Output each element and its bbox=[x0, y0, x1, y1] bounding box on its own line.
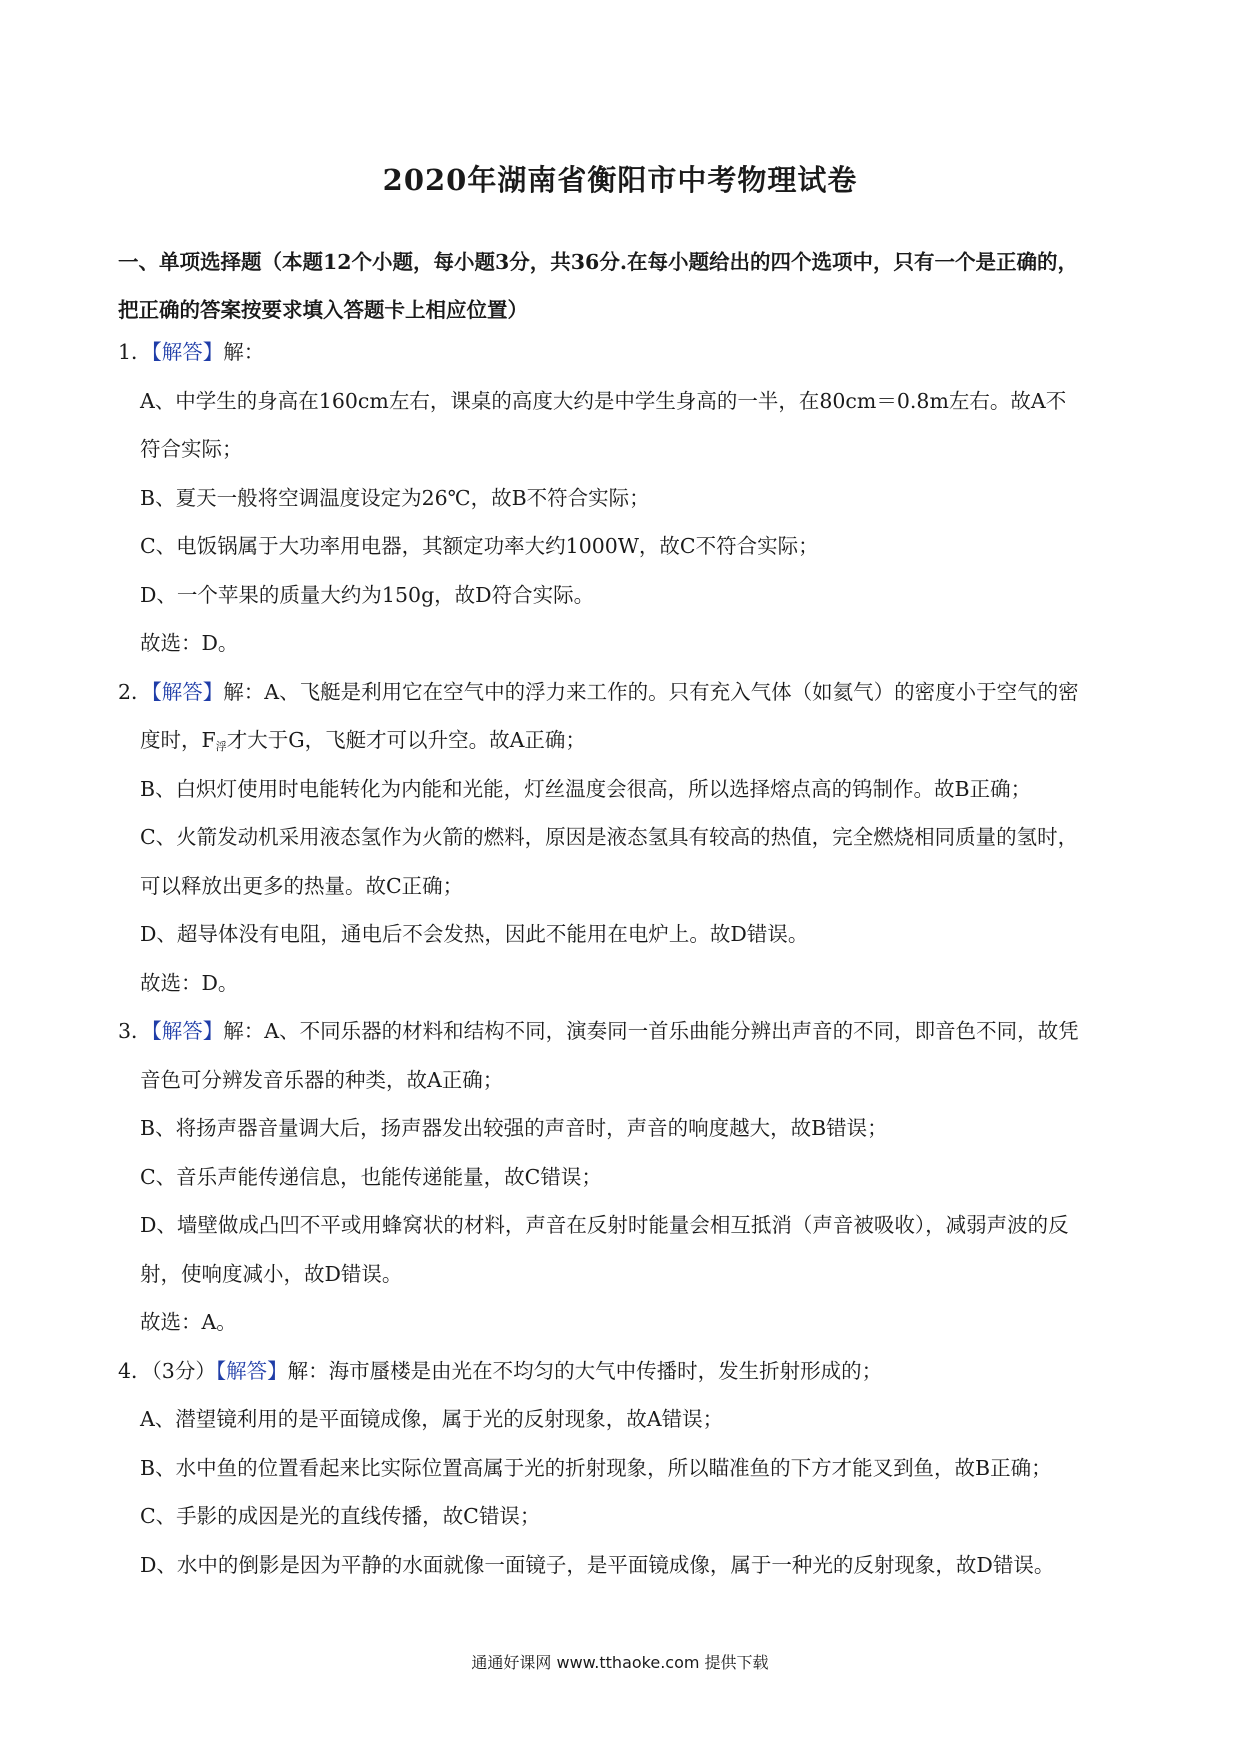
option-d: D、超导体没有电阻，通电后不会发热，因此不能用在电炉上。故D错误。 bbox=[140, 922, 809, 946]
section-heading-line1: 一、单项选择题（本题12个小题，每小题3分，共36分.在每小题给出的四个选项中，只有一个是正确的， bbox=[118, 250, 1078, 274]
section-heading-line2: 把正确的答案按要求填入答题卡上相应位置） bbox=[118, 298, 528, 322]
question-4-header bbox=[118, 1356, 882, 1386]
option-c: C、手影的成因是光的直线传播，故C错误； bbox=[140, 1504, 541, 1528]
text-fragment: 才大于G，飞艇才可以升空。故A正确； bbox=[226, 728, 586, 752]
answer-tag: 【解答】 bbox=[151, 1019, 224, 1043]
option-b: B、将扬声器音量调大后，扬声器发出较强的声音时，声音的响度越大，故B错误； bbox=[140, 1116, 888, 1140]
option-b: B、水中鱼的位置看起来比实际位置高属于光的折射现象，所以瞄准鱼的下方才能叉到鱼，故B正确； bbox=[140, 1456, 1052, 1480]
option-c-line2: 可以释放出更多的热量。故C正确； bbox=[140, 874, 464, 898]
question-text: 解： bbox=[223, 340, 265, 364]
page-title: 2020年湖南省衡阳市中考物理试卷 bbox=[382, 163, 858, 197]
option-d: D、一个苹果的质量大约为150g，故D符合实际。 bbox=[140, 583, 595, 607]
question-3-header bbox=[118, 1016, 1079, 1046]
question-text: 解：A、飞艇是利用它在空气中的浮力来工作的。只有充入气体（如氦气）的密度小于空气的密 bbox=[223, 680, 1079, 704]
question-text: 解：海市蜃楼是由光在不均匀的大气中传播时，发生折射形成的； bbox=[287, 1359, 883, 1383]
option-a-line1: A、中学生的身高在160cm左右，课桌的高度大约是中学生身高的一半，在80cm＝0.8m左右。故A不 bbox=[140, 389, 1067, 413]
option-d: D、水中的倒影是因为平静的水面就像一面镜子，是平面镜成像，属于一种光的反射现象，故D错误。 bbox=[140, 1553, 1055, 1577]
option-b: B、夏天一般将空调温度设定为26℃，故B不符合实际； bbox=[140, 486, 650, 510]
question-number: 3． bbox=[118, 1019, 152, 1043]
option-a-line2: 音色可分辨发音乐器的种类，故A正确； bbox=[140, 1068, 504, 1092]
option-a: A、潜望镜利用的是平面镜成像，属于光的反射现象，故A错误； bbox=[140, 1407, 724, 1431]
question-score: （3分） bbox=[151, 1359, 216, 1383]
question-number: 4． bbox=[118, 1359, 152, 1383]
question-number: 1． bbox=[118, 340, 152, 364]
option-d-line2: 射，使响度减小，故D错误。 bbox=[140, 1262, 403, 1286]
question-text: 解：A、不同乐器的材料和结构不同，演奏同一首乐曲能分辨出声音的不同，即音色不同，故凭 bbox=[223, 1019, 1079, 1043]
subscript: 浮 bbox=[215, 740, 227, 753]
answer-choice: 故选：A。 bbox=[140, 1310, 237, 1334]
question-number: 2． bbox=[118, 680, 152, 704]
option-b: B、白炽灯使用时电能转化为内能和光能，灯丝温度会很高，所以选择熔点高的钨制作。故B正确； bbox=[140, 777, 1032, 801]
text-fragment: 度时，F bbox=[140, 728, 216, 752]
option-a-line2 bbox=[140, 725, 586, 762]
option-c: C、电饭锅属于大功率用电器，其额定功率大约1000W，故C不符合实际； bbox=[140, 534, 819, 558]
option-c: C、音乐声能传递信息，也能传递能量，故C错误； bbox=[140, 1165, 602, 1189]
answer-tag: 【解答】 bbox=[215, 1359, 288, 1383]
option-d-line1: D、墙壁做成凸凹不平或用蜂窝状的材料，声音在反射时能量会相互抵消（声音被吸收），减弱声波的反 bbox=[140, 1213, 1069, 1237]
question-2-header bbox=[118, 677, 1079, 707]
answer-tag: 【解答】 bbox=[151, 680, 224, 704]
answer-choice: 故选：D。 bbox=[140, 971, 239, 995]
answer-choice: 故选：D。 bbox=[140, 631, 239, 655]
question-1-header bbox=[118, 337, 264, 367]
answer-tag: 【解答】 bbox=[151, 340, 224, 364]
page-footer: 通通好课网 www.tthaoke.com 提供下载 bbox=[471, 1653, 769, 1672]
option-a-line2: 符合实际； bbox=[140, 437, 243, 461]
option-c-line1: C、火箭发动机采用液态氢作为火箭的燃料，原因是液态氢具有较高的热值，完全燃烧相同质量的氢时， bbox=[140, 825, 1079, 849]
